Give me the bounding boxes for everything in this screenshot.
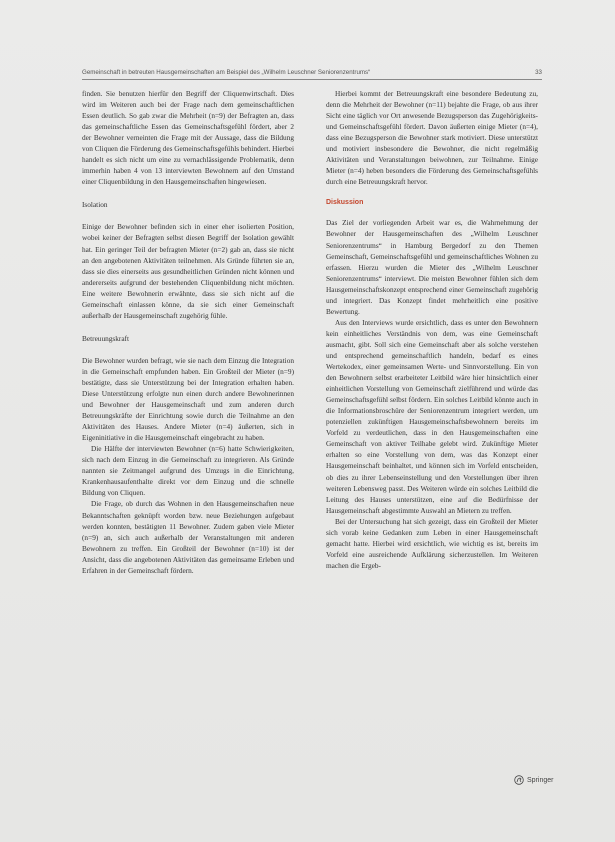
paragraph: Aus den Interviews wurde ersichtlich, dass es unter den Bewohnern kein einheitliches Verständnis von dem, was eine Gemeinschaft ausmacht, gibt. Soll sich eine Gemeinschaft aber als solche verstehen und entsprechend gemeinschaftlich handeln, bedarf es eines Wertekodex, einer gemeinsamen Werte- und Sinnvorstellung. Ein von den Bewohnern selbst erarbeiteter Leitbild wäre hier hinsichtlich einer einheitlichen Vorstellung von Gemeinschaft zielführend und würde das Gemeinschaftsgefühl selbst fördern. Ein solches Leitbild könnte auch in die Informationsbroschüre der Seniorenzentrum integriert werden, um potenziellen zukünftigen Hausgemeinschaftsbewohnern bereits im Vorfeld zu verdeutlichen, dass in den Hausgemeinschaften eine Gemeinschaft von aktiver Teilhabe gelebt wird. Zukünftige Mieter erhalten so eine Vorstellung von dem, was das Konzept einer Hausgemeinschaft beinhaltet, und können sich im Vorfeld entscheiden, ob dies zu ihrer Lebenseinstellung und den Vorstellungen über ihren weiteren Lebensweg passt. Des Weiteren würde ein solches Leitbild die Leitung des Hauses unterstützen, eine auf die Bedürfnisse der Hausgemeinschaft abgestimmte Auswahl an Mietern zu treffen. xyxy=(326,317,538,515)
header-rule xyxy=(82,79,542,80)
section-heading-isolation: Isolation xyxy=(82,200,108,210)
paragraph: finden. Sie benutzen hierfür den Begriff der Cliquenwirtschaft. Dies wird im Weiteren auch bei der Frage nach dem gemeinschaftlichen Essen deutlich. So gab zwar die Mehrheit (n=9) der Befragten an, dass das gemeinschaftliche Essen das Gemeinschaftsgefühl fördert, aber 2 der Bewohner verneinten die Frage mit der Aussage, dass die Bildung von Cliquen die Förderung des Gemeinschaftsgefühls behindert. Hierbei handelt es sich nicht um eine zu vernachlässigende Problematik, denn immerhin haben 4 von 13 interviewten Bewohnern auf den Umstand einer Cliquenbildung in den Hausgemeinschaften hingewiesen. xyxy=(82,89,294,187)
paragraph: Hierbei kommt der Betreuungskraft eine besondere Bedeutung zu, denn die Mehrheit der Bewohner (n=11) bejahte die Frage, ob aus ihrer Sicht eine täglich vor Ort anwesende Bezugsperson das Zugehörigkeits- und Gemeinschaftsgefühl fördert. Davon äußerten einige Mieter (n=4), dass eine Bezugsperson die Bewohner stark motiviert. Diese unterstützt und motiviert insbesondere die Bewohner, die nicht regelmäßig Aktivitäten und Veranstaltungen beiwohnen, zur Teilnahme. Einige Mieter (n=4) heben besonders die Förderung des Gemeinschaftsgefühls durch eine Betreuungskraft hervor. xyxy=(326,89,538,187)
left-column xyxy=(82,88,294,576)
paragraph: Einige der Bewohner befinden sich in einer eher isolierten Position, wobei keiner der Befragten selbst diesen Begriff der Isolation gewählt hat. Ein geringer Teil der befragten Mieter (n=2) gab an, dass sie nicht an den angebotenen Aktivitäten teilnehmen. Als Gründe führten sie an, dass sie dies einerseits aus gesundheitlichen Gründen nicht können und andererseits aufgrund der bestehenden Cliquenbildung nicht möchten. Eine weitere Bewohnerin erwähnte, dass sie sich nicht auf die Gemeinschaft einlassen könne, da sie sich einer Gemeinschaft außerhalb der Hausgemeinschaft zugehörig fühle. xyxy=(82,222,294,320)
paragraph: Bei der Untersuchung hat sich gezeigt, dass ein Großteil der Mieter sich vorab keine Gedanken zum Leben in einer Hausgemeinschaft gemacht hatte. Hierbei wird ersichtlich, wie wichtig es ist, bereits im Vorfeld eine ausreichende Aufklärung sicherzustellen. Im Weiteren machen die Ergeb- xyxy=(326,516,538,570)
paragraph: Die Bewohner wurden befragt, wie sie nach dem Einzug die Integration in die Gemeinschaft empfunden haben. Ein Großteil der Mieter (n=9) bestätigte, dass sie Unterstützung bei der Integration erhalten haben. Diese Unterstützung erfolgte nun einen durch andere Bewohnerinnen und Bewohner der Hausgemeinschaft und zum anderen durch Betreuungskräfte der Einrichtung sowie durch die Teilnahme an den Aktivitäten des Hauses. Andere Mieter (n=4) äußerten, sich in Eigeninitiative in die Hausgemeinschaft eingebracht zu haben. xyxy=(82,355,294,443)
publisher-logo xyxy=(514,775,553,785)
running-title: Gemeinschaft in betreuten Hausgemeinschaften am Beispiel des „Wilhelm Leuschner Seniorenzentrums“ xyxy=(82,69,371,76)
paragraph: Die Frage, ob durch das Wohnen in den Hausgemeinschaften neue Bekanntschaften geknüpft worden bzw. neue Beziehungen aufgebaut werden konnten, bestätigten 11 Bewohner. Zudem gaben viele Mieter (n=9) an, sich auch außerhalb der Veranstaltungen mit anderen Bewohnern zu treffen. Ein Großteil der Bewohner (n=10) ist der Ansicht, dass die angebotenen Aktivitäten das gemeinsame Erleben und Erfahren in der Gemeinschaft fördern. xyxy=(82,499,294,575)
section-heading-betreuungskraft: Betreuungskraft xyxy=(82,333,130,343)
page-number: 33 xyxy=(535,69,542,76)
section-heading-diskussion: Diskussion xyxy=(326,199,364,207)
right-column xyxy=(326,88,538,571)
springer-horse-icon xyxy=(514,775,524,785)
publisher-name: Springer xyxy=(527,776,554,784)
paragraph: Die Hälfte der interviewten Bewohner (n=6) hatte Schwierigkeiten, sich nach dem Einzug in die Gemeinschaft zu integrieren. Als Gründe nannten sie Zeitmangel aufgrund des Umzugs in die Einrichtung, Krankenhausaufenthalte direkt vor dem Einzug und die schnelle Bildung von Cliquen. xyxy=(82,444,294,498)
paragraph: Das Ziel der vorliegenden Arbeit war es, die Wahrnehmung der Bewohner der Hausgemeinschaften des „Wilhelm Leuschner Seniorenzentrums“ in Hamburg Bergedorf zu den Themen Gemeinschaft, Gemeinschaftsgefühl und gemeinschaftliches Wohnen zu erfassen. Hierzu wurden die Mieter des „Wilhelm Leuschner Seniorenzentrums“ interviewt. Die meisten Bewohner fühlen sich dem Hausgemeinschaftskonzept entsprechend einer Gemeinschaft zugehörig und integriert. Das Konzept findet mehrheitlich eine positive Bewertung. xyxy=(326,218,538,316)
running-header xyxy=(82,69,542,76)
